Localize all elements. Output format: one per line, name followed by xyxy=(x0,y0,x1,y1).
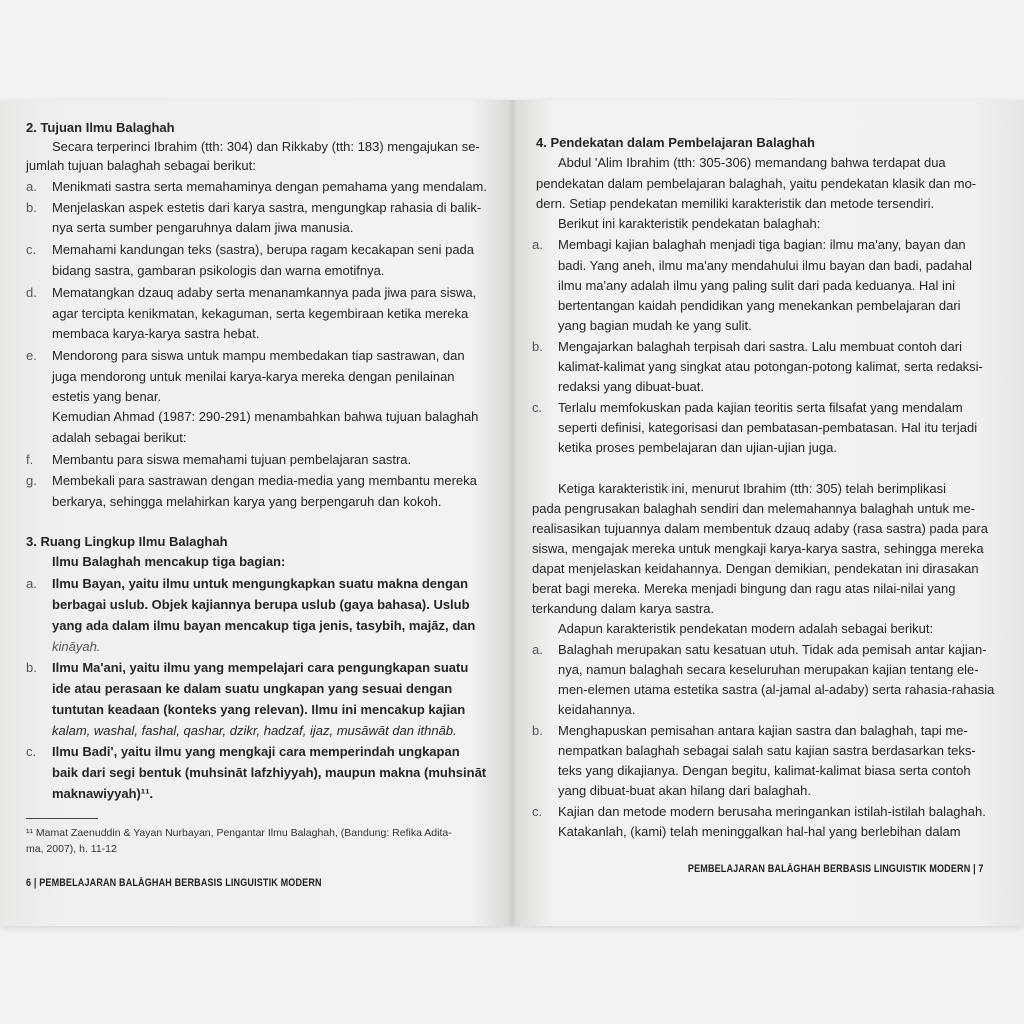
list-item-continuation: berbagai uslub. Objek kajiannya berupa uslub (gaya bahasa). Uslub xyxy=(52,597,470,612)
paragraph-line: realisasikan tujuannya dalam membentuk dzauq adaby (rasa sastra) pada para xyxy=(532,521,988,536)
list-item-continuation: berkarya, sehingga melahirkan karya yang berpengaruh dan kokoh. xyxy=(52,494,442,509)
page-footer: 6 | PEMBELAJARAN BALĀGHAH BERBASIS LINGUISTIK MODERN xyxy=(26,877,322,889)
list-item: c. Terlalu memfokuskan pada kajian teoritis serta filsafat yang mendalam xyxy=(532,400,963,415)
list-item-continuation: nya, namun balaghah secara keseluruhan merupakan kajian tentang ele- xyxy=(558,662,979,677)
list-item-continuation: tuntutan keadaan (konteks yang relevan). Ilmu ini mencakup kajian xyxy=(52,702,466,717)
list-item-continuation: maknawiyyah)¹¹. xyxy=(52,786,154,801)
paragraph-line: Secara terperinci Ibrahim (tth: 304) dan Rikkaby (tth: 183) mengajukan se- xyxy=(52,139,480,154)
list-item: a. Membagi kajian balaghah menjadi tiga bagian: ilmu ma'any, bayan dan xyxy=(532,237,966,252)
list-item-continuation: ilmu ma'any adalah ilmu yang paling sulit dari pada keduanya. Hal ini xyxy=(558,278,956,293)
list-item: g. Membekali para sastrawan dengan media-media yang membantu mereka xyxy=(26,473,477,488)
list-item-continuation: badi. Yang aneh, ilmu ma'any mendahului ilmu bayan dan badi, padahal xyxy=(558,258,972,273)
list-item-continuation: estetis yang benar. xyxy=(52,389,162,404)
scope-item-b: b. Ilmu Ma'ani, yaitu ilmu yang mempelajari cara pengungkapan suatu xyxy=(26,660,469,675)
list-item-continuation: nya serta sumber pengaruhnya dalam jiwa manusia. xyxy=(52,220,354,235)
list-item-continuation: baik dari segi bentuk (muhsināt lafzhiyyah), maupun makna (muhsināt xyxy=(52,765,487,780)
paragraph-line: Adapun karakteristik pendekatan modern adalah sebagai berikut: xyxy=(558,621,934,636)
section-3-intro: Ilmu Balaghah mencakup tiga bagian: xyxy=(52,554,286,569)
paragraph-line: adalah sebagai berikut: xyxy=(52,430,187,445)
list-item-continuation: yang dibuat-buat akan hilang dari balaghah. xyxy=(558,783,811,798)
section-2-heading: 2. Tujuan Ilmu Balaghah xyxy=(26,120,175,135)
paragraph-line: Ketiga karakteristik ini, menurut Ibrahim (tth: 305) telah berimplikasi xyxy=(558,481,946,496)
list-item-continuation: membaca karya-karya sastra hebat. xyxy=(52,326,260,341)
list-item-continuation: ide atau perasaan ke dalam suatu ungkapan yang sesuai dengan xyxy=(52,681,453,696)
list-item-continuation: yang ada dalam ilmu bayan mencakup tiga jenis, tasybih, majāz, dan xyxy=(52,618,476,633)
list-item: d. Mematangkan dzauq adaby serta menanamkannya pada jiwa para siswa, xyxy=(26,285,477,300)
paragraph-line: dern. Setiap pendekatan memiliki karakteristik dan metode tersendiri. xyxy=(536,196,935,211)
list-item-continuation: ketika proses pembelajaran dan ujian-ujian juga. xyxy=(558,440,837,455)
list-item: a. Balaghah merupakan satu kesatuan utuh. Tidak ada pemisah antar kajian- xyxy=(532,642,987,657)
list-item-continuation: bertentangan kaidah pendidikan yang menekankan pembelajaran dari xyxy=(558,298,961,313)
paragraph-line: siswa, mengajak mereka untuk mengkaji karya-karya sastra, sehingga mereka xyxy=(532,541,984,556)
list-item-continuation: bidang sastra, gambaran psikologis dan warna emotifnya. xyxy=(52,263,385,278)
open-book xyxy=(0,100,1024,926)
list-item-continuation: nempatkan balaghah sebagai salah satu kajian sastra berdasarkan teks- xyxy=(558,743,976,758)
right-page xyxy=(514,100,1024,926)
list-item: c. Memahami kandungan teks (sastra), berupa ragam kecakapan seni pada xyxy=(26,242,475,257)
paragraph-line: Abdul 'Alim Ibrahim (tth: 305-306) memandang bahwa terdapat dua xyxy=(558,155,946,170)
list-item: f. Membantu para siswa memahami tujuan pembelajaran sastra. xyxy=(26,452,412,467)
list-item-continuation: kalimat-kalimat yang singkat atau potongan-potong kalimat, serta redaksi- xyxy=(558,359,983,374)
footnote: ma, 2007), h. 11-12 xyxy=(26,843,117,855)
paragraph-line: pendekatan dalam pembelajaran balaghah, yaitu pendekatan klasik dan mo- xyxy=(536,176,977,191)
footnote: ¹¹ Mamat Zaenuddin & Yayan Nurbayan, Pengantar Ilmu Balaghah, (Bandung: Refika Adita- xyxy=(26,827,452,839)
page-footer: PEMBELAJARAN BALĀGHAH BERBASIS LINGUISTIK MODERN | 7 xyxy=(688,863,984,875)
section-3-heading: 3. Ruang Lingkup Ilmu Balaghah xyxy=(26,534,228,549)
list-item: b. Menghapuskan pemisahan antara kajian sastra dan balaghah, tapi me- xyxy=(532,723,968,738)
list-item-continuation: kināyah. xyxy=(52,639,101,654)
paragraph-line: Berikut ini karakteristik pendekatan balaghah: xyxy=(558,216,821,231)
paragraph-line: berat bagi mereka. Mereka menjadi bingung dan ragu atas nilai-nilai yang xyxy=(532,581,956,596)
list-item-continuation: yang bagian mudah ke yang sulit. xyxy=(558,318,752,333)
list-item: e. Mendorong para siswa untuk mampu membedakan tiap sastrawan, dan xyxy=(26,348,465,363)
list-item-continuation: agar tercipta kenikmatan, kekaguman, serta kegembiraan ketika mereka xyxy=(52,306,469,321)
list-item-continuation: keidahannya. xyxy=(558,702,636,717)
list-item-continuation: juga mendorong untuk menilai karya-karya mereka dengan penilainan xyxy=(52,369,455,384)
footnote-rule xyxy=(26,818,98,819)
list-item-continuation: teks yang dikajianya. Dengan begitu, kalimat-kalimat biasa serta contoh xyxy=(558,763,971,778)
scope-item-a: a. Ilmu Bayan, yaitu ilmu untuk mengungkapkan suatu makna dengan xyxy=(26,576,469,591)
paragraph-line: Kemudian Ahmad (1987: 290-291) menambahkan bahwa tujuan balaghah xyxy=(52,409,479,424)
list-item-continuation: seperti definisi, kategorisasi dan pembatasan-pembatasan. Hal itu terjadi xyxy=(558,420,978,435)
list-item: a. Menikmati sastra serta memahaminya dengan pemahama yang mendalam. xyxy=(26,179,487,194)
list-item: b. Menjelaskan aspek estetis dari karya sastra, mengungkap rahasia di balik- xyxy=(26,200,482,215)
list-item-continuation: Katakanlah, (kami) telah meninggalkan hal-hal yang berlebihan dalam xyxy=(558,824,961,839)
list-item: c. Kajian dan metode modern berusaha meringankan istilah-istilah balaghah. xyxy=(532,804,986,819)
paragraph-line: pada pengrusakan balaghah sendiri dan melemahannya balaghah untuk me- xyxy=(532,501,976,516)
list-item-continuation: redaksi yang dibuat-buat. xyxy=(558,379,704,394)
list-item-continuation: kalam, washal, fashal, qashar, dzikr, hadzaf, ijaz, musāwāt dan ithnāb. xyxy=(52,723,457,738)
section-4-heading: 4. Pendekatan dalam Pembelajaran Balaghah xyxy=(536,135,815,150)
paragraph-line: terkandung dalam karya sastra. xyxy=(532,601,715,616)
scope-item-c: c. Ilmu Badi', yaitu ilmu yang mengkaji cara memperindah ungkapan xyxy=(26,744,460,759)
paragraph-line: jumlah tujuan balaghah sebagai berikut: xyxy=(26,158,256,173)
list-item-continuation: men-elemen utama estetika sastra (al-jamal al-adaby) serta rahasia-rahasia xyxy=(558,682,995,697)
left-page xyxy=(0,100,510,926)
list-item: b. Mengajarkan balaghah terpisah dari sastra. Lalu membuat contoh dari xyxy=(532,339,962,354)
paragraph-line: dapat menjelaskan keidahannya. Dengan demikian, pendekatan ini dirasakan xyxy=(532,561,979,576)
